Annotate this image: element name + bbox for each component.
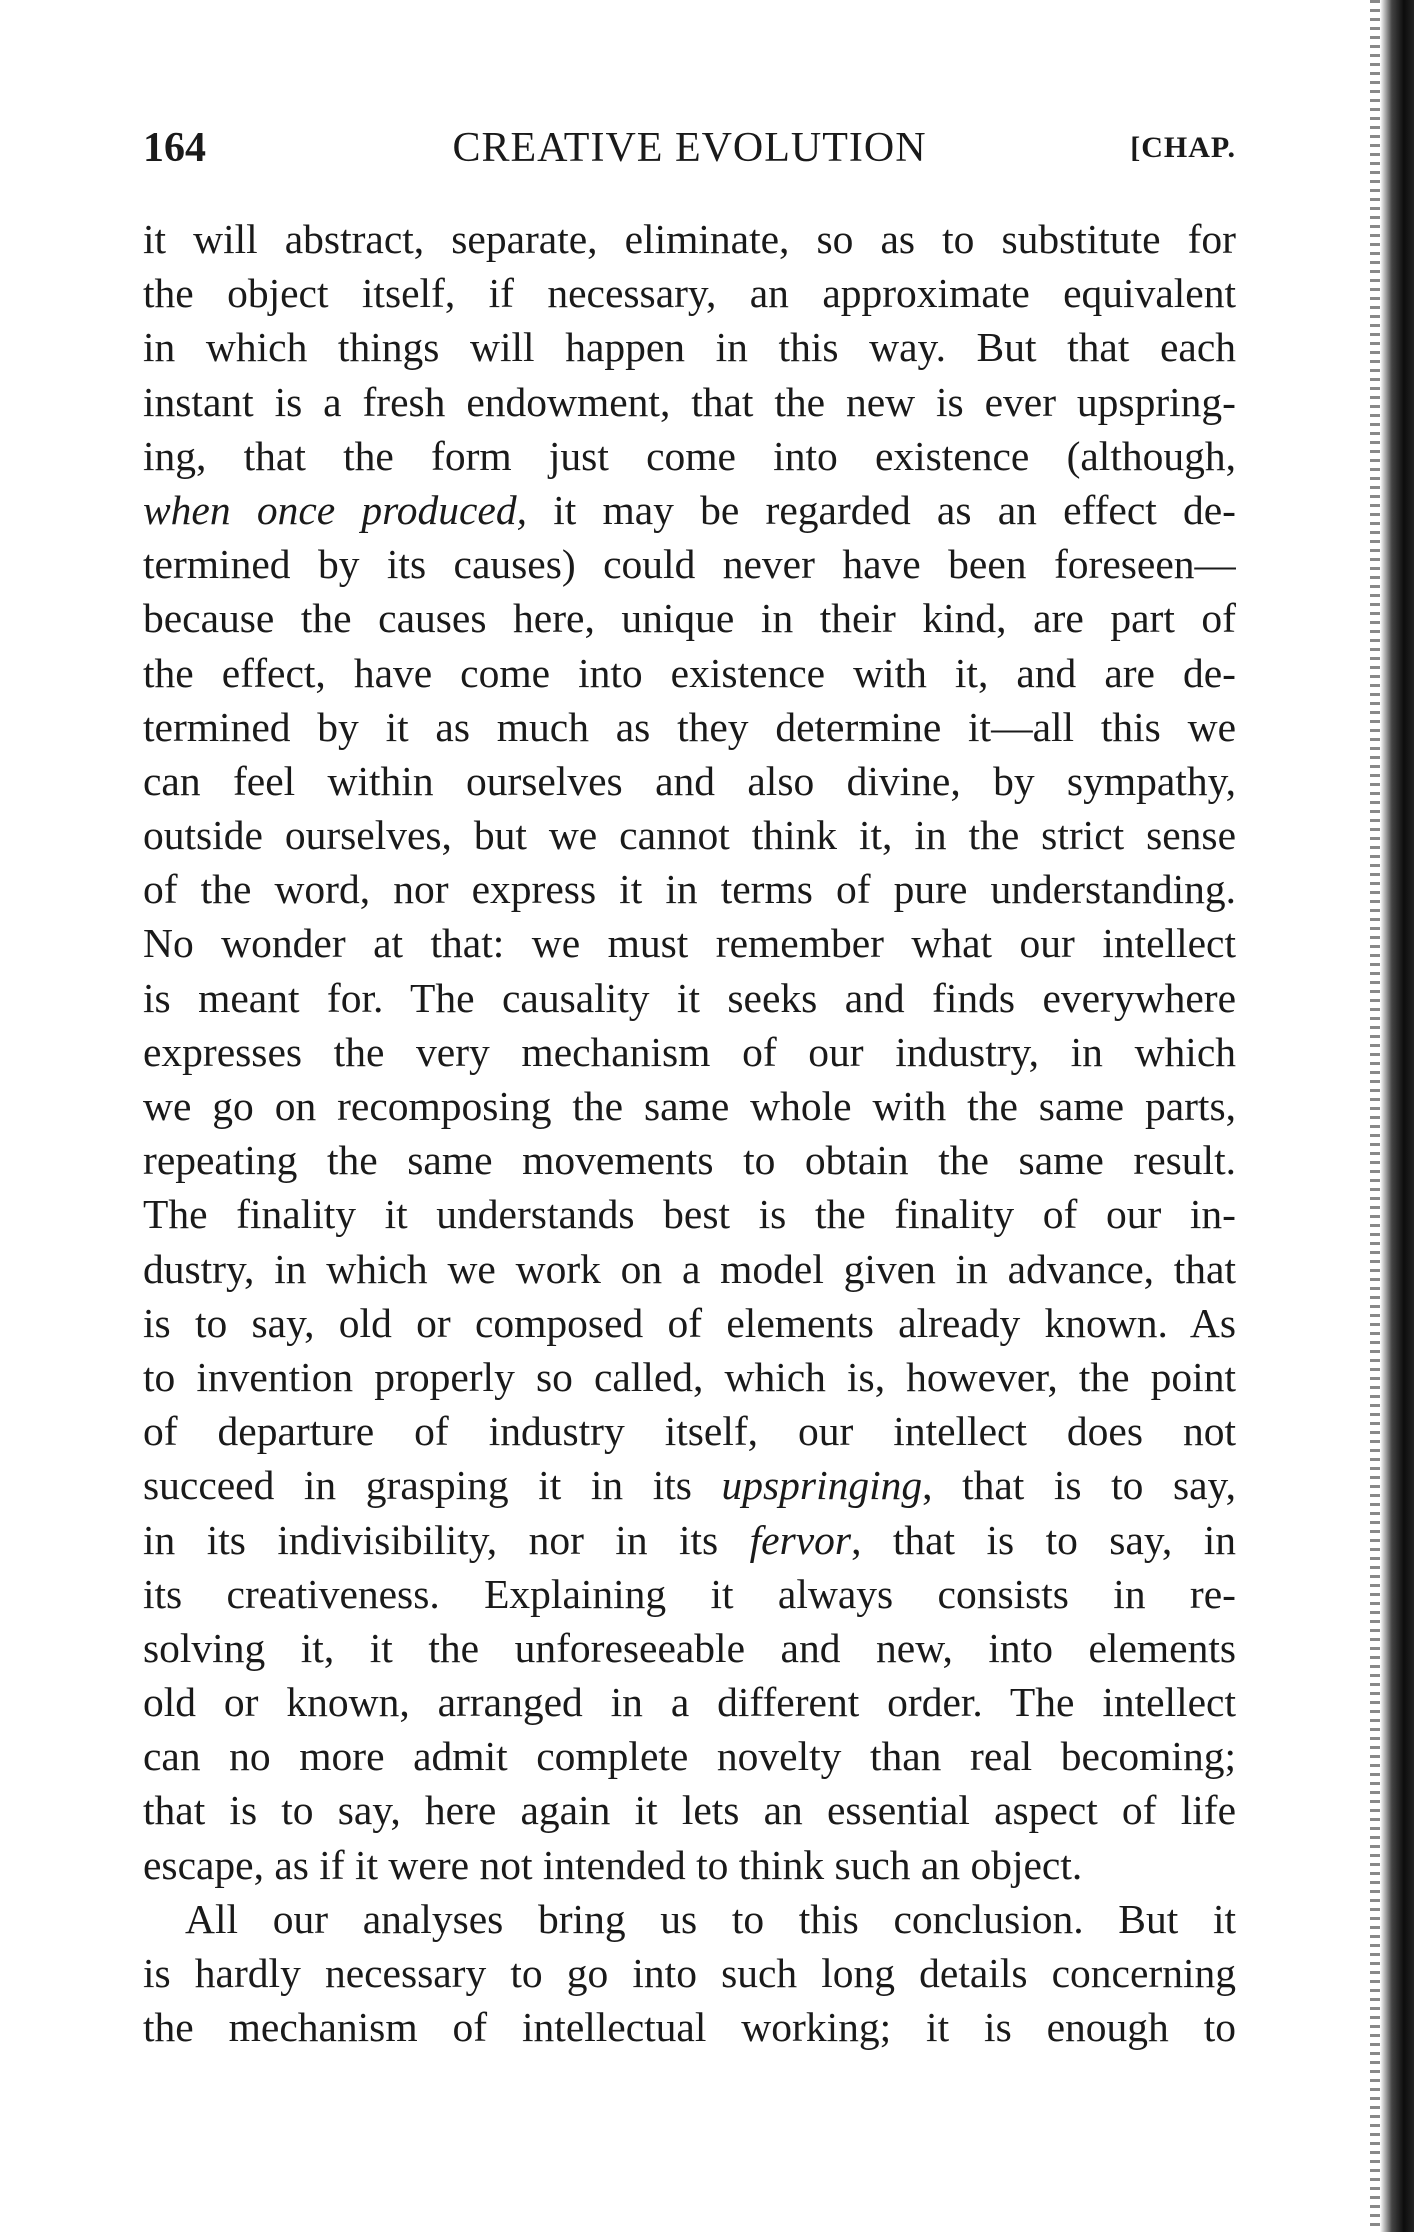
text-line: dustry, in which we work on a model given in advance, that bbox=[143, 1245, 1236, 1292]
text-fragment: succeed in grasping it in its bbox=[143, 1462, 692, 1509]
text-line: termined by its causes) could never have been foreseen— bbox=[143, 541, 1236, 588]
italic-when-once-produced: when once produced, bbox=[143, 486, 527, 533]
text-line bbox=[143, 483, 1236, 537]
text-line: is meant for. The causality it seeks and finds everywhere bbox=[143, 974, 1236, 1021]
text-line: repeating the same movements to obtain the same result. bbox=[143, 1137, 1236, 1184]
text-line: because the causes here, unique in their kind, are part of bbox=[143, 595, 1236, 642]
chapter-mark: [CHAP. bbox=[1130, 131, 1236, 164]
text-line: solving it, it the unforeseeable and new, into elements bbox=[143, 1624, 1236, 1671]
text-line: ing, that the form just come into existence (although, bbox=[143, 432, 1236, 479]
text-line: of departure of industry itself, our intellect does not bbox=[143, 1408, 1236, 1455]
text-line: we go on recomposing the same whole with the same parts, bbox=[143, 1083, 1236, 1129]
text-line: instant is a fresh endowment, that the new is ever upspring- bbox=[143, 378, 1236, 425]
text-line: is hardly necessary to go into such long details concerning bbox=[143, 1950, 1236, 1996]
text-fragment: , that is to say, bbox=[922, 1462, 1236, 1509]
text-fragment: , that is to say, in bbox=[851, 1516, 1236, 1563]
text-fragment: in its indivisibility, nor in its bbox=[143, 1516, 719, 1563]
text-line: to invention properly so called, which is, however, the point bbox=[143, 1353, 1236, 1400]
text-line: The finality it understands best is the finality of our in- bbox=[143, 1191, 1236, 1238]
running-title: CREATIVE EVOLUTION bbox=[452, 125, 927, 171]
text-line: of the word, nor express it in terms of pure understanding. bbox=[143, 866, 1236, 913]
page-number: 164 bbox=[143, 125, 206, 171]
text-line: outside ourselves, but we cannot think it, in the strict sense bbox=[143, 812, 1236, 859]
text-line: old or known, arranged in a different order. The intellect bbox=[143, 1679, 1236, 1726]
italic-upspringing: upspringing bbox=[721, 1462, 923, 1509]
text-line bbox=[143, 1458, 1236, 1512]
page-header bbox=[143, 118, 1236, 178]
text-fragment: it may be regarded as an effect de- bbox=[553, 486, 1236, 533]
text-line: expresses the very mechanism of our industry, in which bbox=[143, 1028, 1236, 1075]
text-line: the object itself, if necessary, an approximate equivalent bbox=[143, 270, 1236, 317]
text-line: No wonder at that: we must remember what our intellect bbox=[143, 920, 1236, 967]
text-line bbox=[143, 1513, 1236, 1567]
text-line: All our analyses bring us to this conclusion. But it bbox=[185, 1895, 1236, 1942]
page-edge-shadow bbox=[1370, 0, 1380, 2232]
italic-fervor: fervor bbox=[749, 1516, 852, 1563]
body-text bbox=[143, 212, 1236, 2054]
text-line: that is to say, here again it lets an essential aspect of life bbox=[143, 1787, 1236, 1834]
text-line: can feel within ourselves and also divine, by sympathy, bbox=[143, 757, 1236, 804]
text-line: can no more admit complete novelty than real becoming; bbox=[143, 1733, 1236, 1780]
binding-gutter bbox=[1380, 0, 1414, 2232]
text-line: escape, as if it were not intended to think such an object. bbox=[143, 1841, 1083, 1888]
text-line: termined by it as much as they determine it—all this we bbox=[143, 703, 1236, 750]
text-line: it will abstract, separate, eliminate, so as to substitute for bbox=[143, 216, 1236, 262]
text-line: in which things will happen in this way. But that each bbox=[143, 324, 1236, 371]
text-line: the mechanism of intellectual working; it is enough to bbox=[143, 2004, 1236, 2051]
text-line: the effect, have come into existence with it, and are de- bbox=[143, 649, 1236, 696]
text-line: its creativeness. Explaining it always consists in re- bbox=[143, 1570, 1236, 1617]
text-line: is to say, old or composed of elements already known. As bbox=[143, 1299, 1236, 1346]
